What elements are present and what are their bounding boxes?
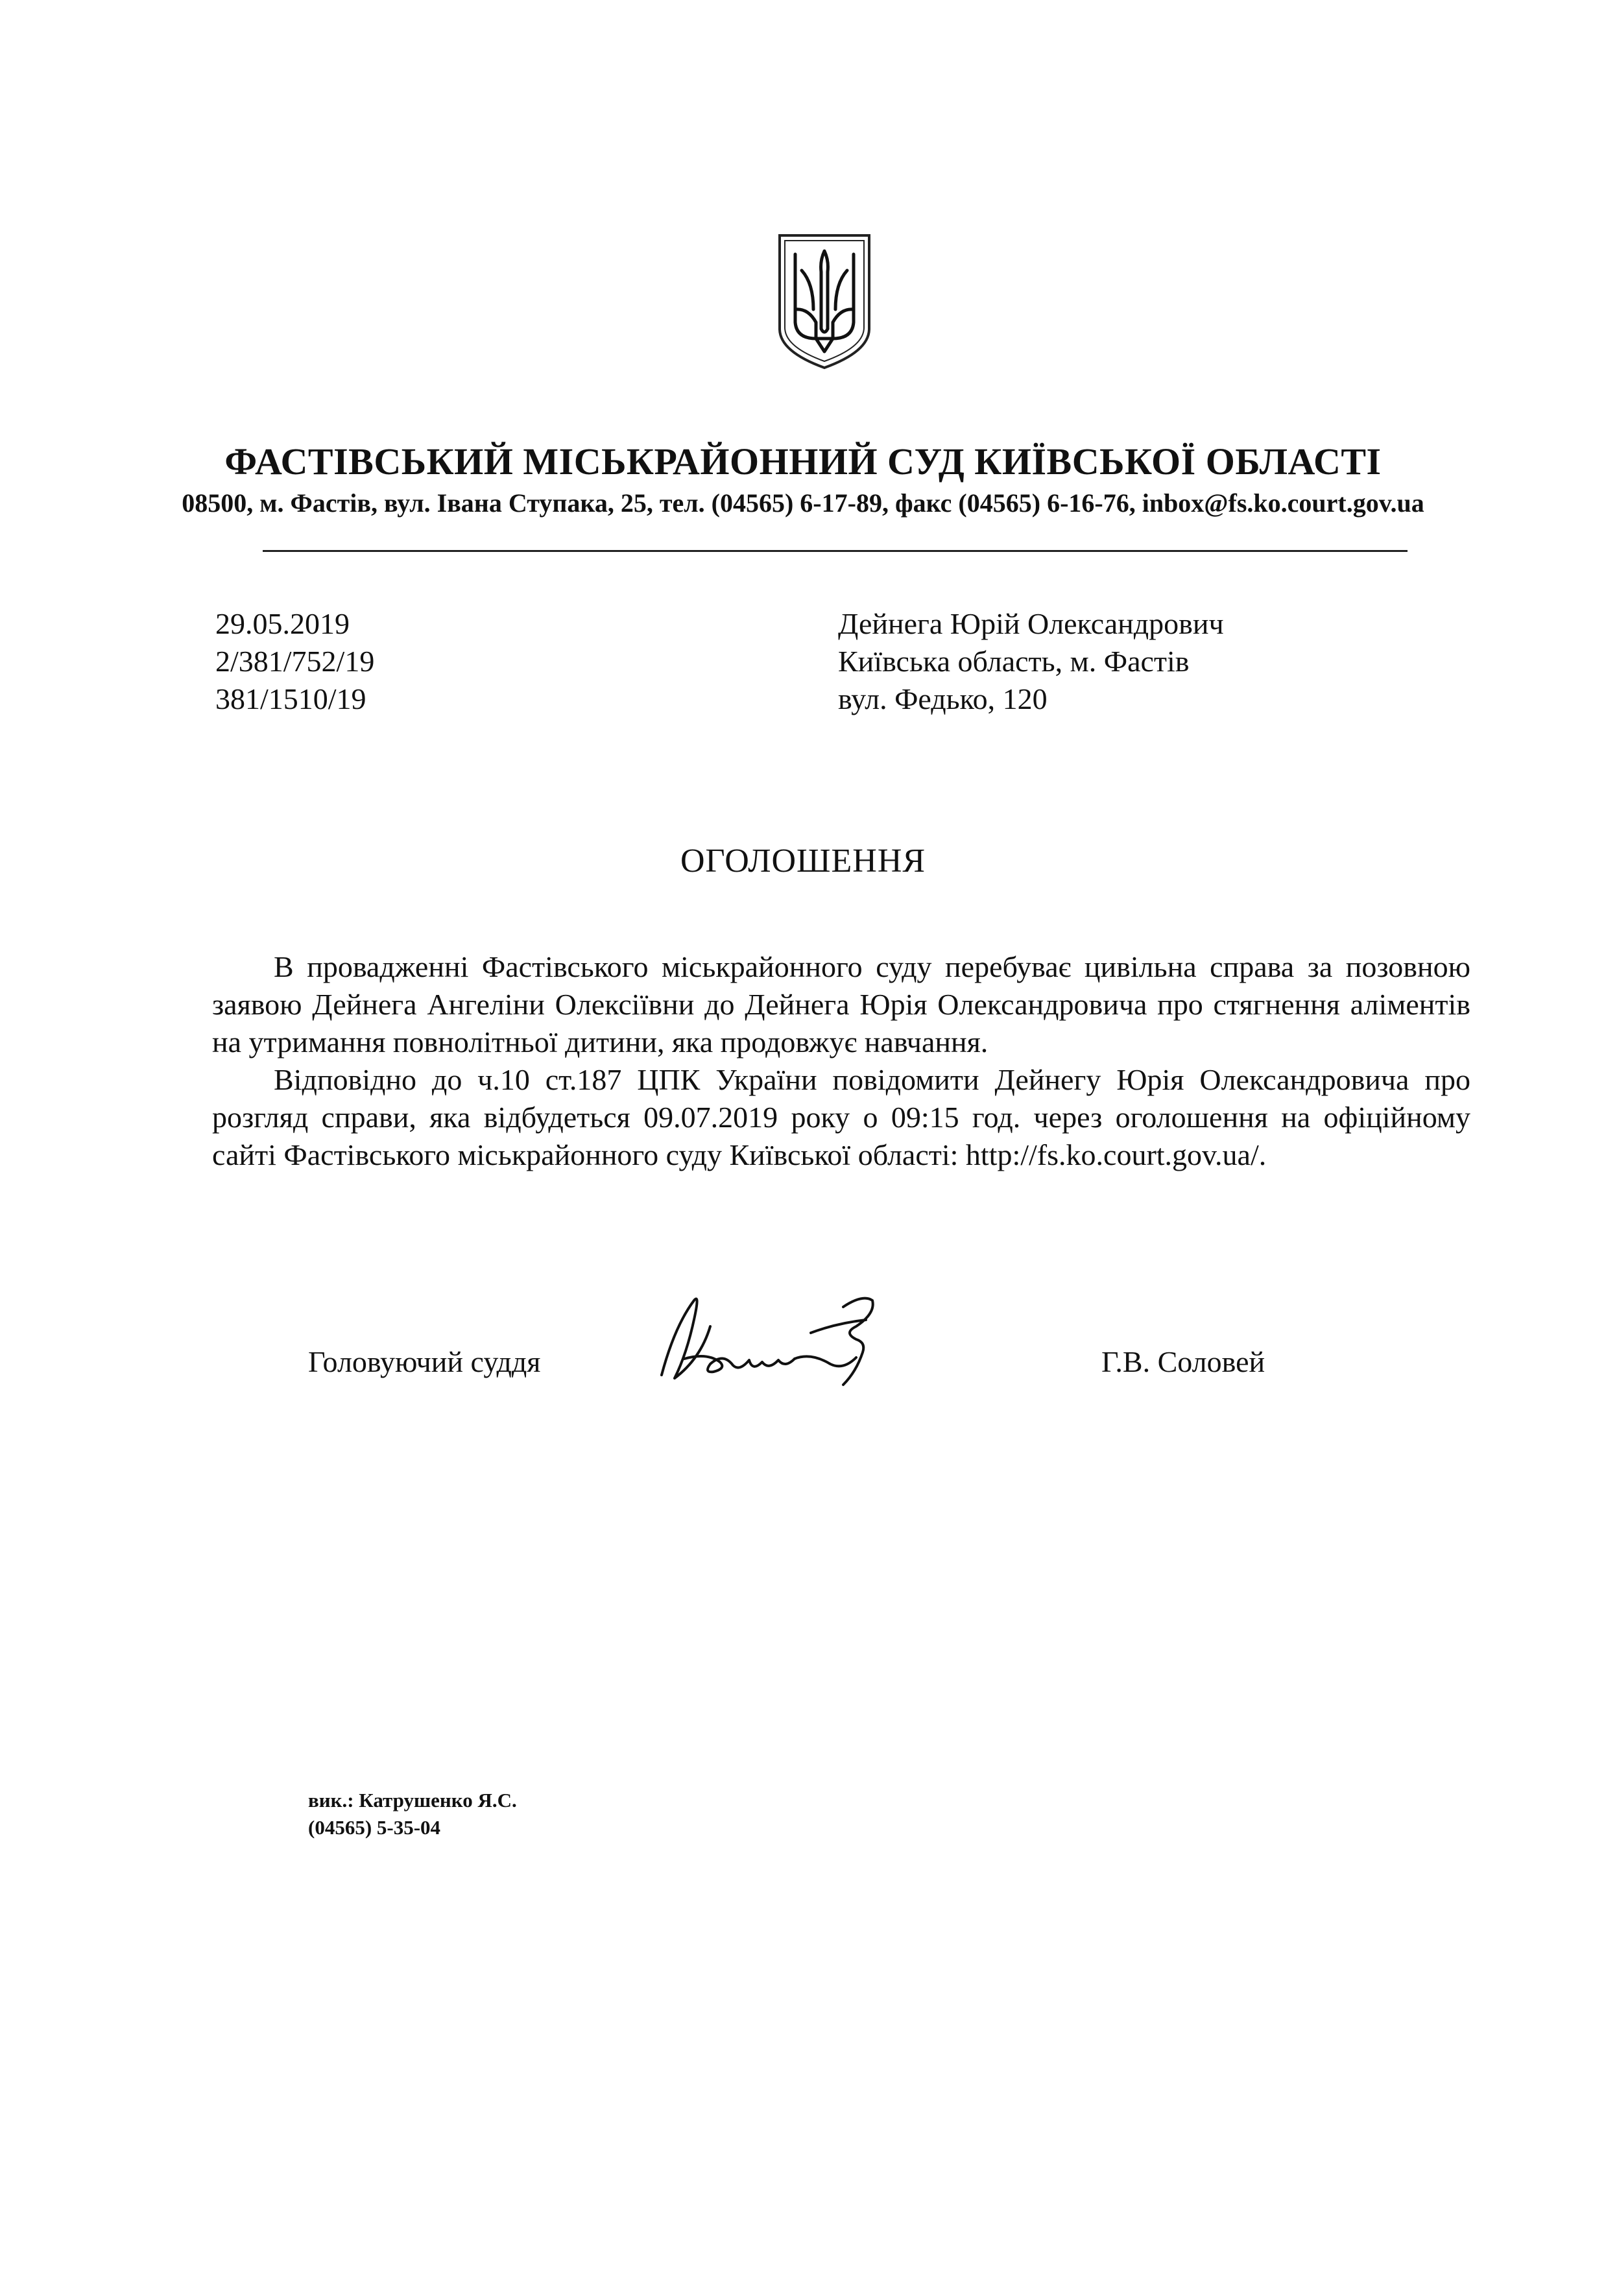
document-title: ОГОЛОШЕННЯ [680, 843, 926, 879]
body-paragraph: Відповідно до ч.10 ст.187 ЦПК України повідомити Дейнегу Юрія Олександровича про розгляд справи, яка відбудеться 09.07.2019 року о 09:15 год. через оголошення на офіційному сайті Фастівського міськрайонного суду Київської області: http://fs.ko.court.gov.ua/. [212, 1063, 1470, 1171]
court-name: ФАСТІВСЬКИЙ МІСЬКРАЙОННИЙ СУД КИЇВСЬКОЇ ОБЛАСТІ [224, 440, 1382, 483]
addressee-name: Дейнега Юрій Олександрович [838, 607, 1224, 640]
tryzub-emblem-icon [776, 232, 873, 371]
proceeding-number: 381/1510/19 [215, 682, 366, 715]
executor-phone: (04565) 5-35-04 [308, 1816, 441, 1839]
court-address: 08500, м. Фастів, вул. Івана Ступака, 25, тел. (04565) 6-17-89, факс (04565) 6-16-76, inbox@fs.ko.court.gov.ua [182, 488, 1424, 518]
executor-name: вик.: Катрушенко Я.С. [308, 1789, 517, 1812]
body-paragraph: В провадженні Фастівського міськрайонного суду перебуває цивільна справа за позовною заявою Дейнега Ангеліни Олексіївни до Дейнега Юрія Олександровича про стягнення аліментів на утримання повнолітньої дитини, яка продовжує навчання. [212, 950, 1470, 1058]
header-divider [263, 550, 1408, 552]
handwritten-signature [649, 1287, 908, 1391]
document-date: 29.05.2019 [215, 607, 350, 640]
addressee-street: вул. Федько, 120 [838, 682, 1048, 715]
signatory-name: Г.В. Соловей [1101, 1345, 1265, 1378]
addressee-region: Київська область, м. Фастів [838, 645, 1190, 678]
case-number: 2/381/752/19 [215, 645, 375, 678]
signatory-role: Головуючий суддя [308, 1345, 541, 1378]
